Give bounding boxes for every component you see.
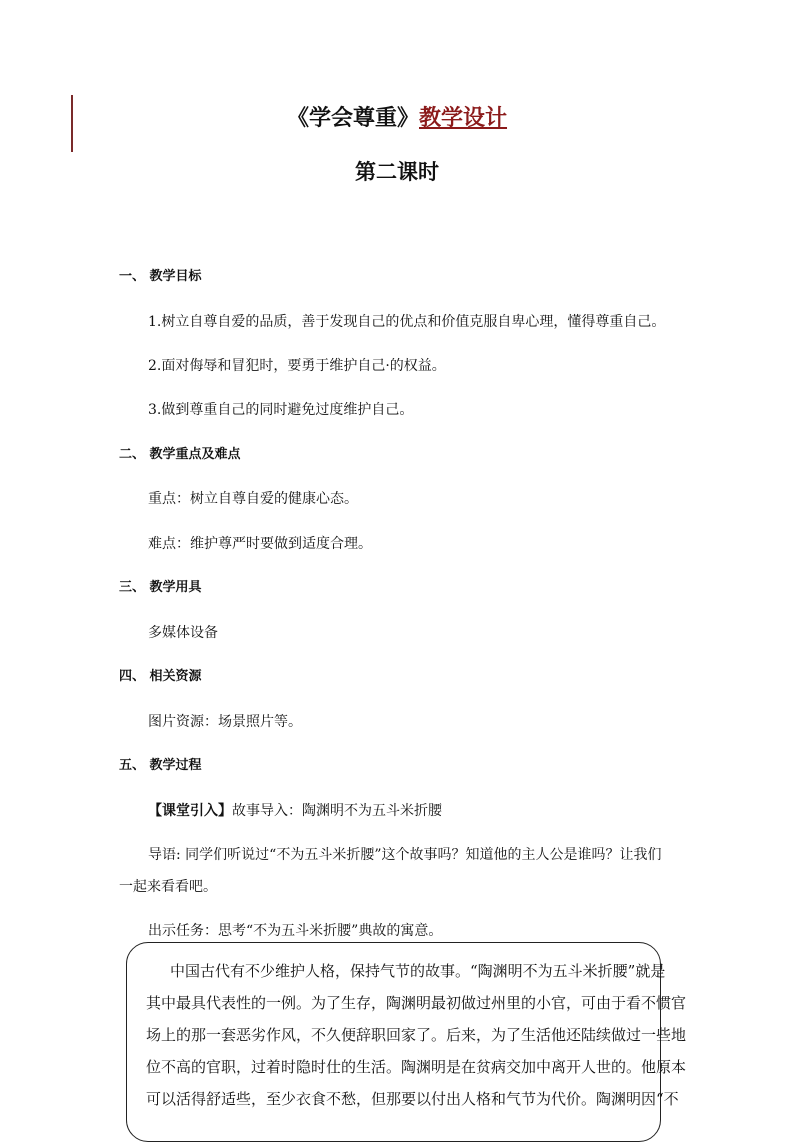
guide-line: 导语: 同学们听说过“不为五斗米折腰”这个故事吗？知道他的主人公是谁吗？让我们 [148,847,662,863]
intro-label: 【课堂引入】 [148,803,232,819]
title-highlight: 教学设计 [419,105,508,131]
intro-text: 故事导入：陶渊明不为五斗米折腰 [232,803,442,819]
story-line: 场上的那一套恶劣作风，不久便辞职回家了。后来，为了生活他还陆续做过一些地 [146,1026,687,1044]
tools-item: 多媒体设备 [148,625,218,641]
section-heading-resources: 四、 相关资源 [119,669,202,684]
title-main: 《学会尊重》 [286,105,419,131]
keypoint-item: 难点：维护尊严时要做到适度合理。 [148,536,372,552]
document-title [0,101,794,132]
story-line: 其中最具代表性的一例。为了生存，陶渊明最初做过州里的小官，可由于看不惯官 [146,994,687,1012]
objective-item: 2.面对侮辱和冒犯时，要勇于维护自己·的权益。 [148,358,446,374]
section-heading-process: 五、 教学过程 [119,758,202,773]
task-line: 出示任务：思考“不为五斗米折腰”典故的寓意。 [148,923,443,939]
section-heading-tools: 三、 教学用具 [119,580,202,595]
guide-line-cont: 一起来看看吧。 [119,879,217,895]
intro-line [148,804,442,818]
objective-item: 1.树立自尊自爱的品质，善于发现自己的优点和价值克服自卑心理，懂得尊重自己。 [148,314,666,330]
story-line: 中国古代有不少维护人格，保持气节的故事。“陶渊明不为五斗米折腰”就是 [170,962,666,980]
section-heading-keypoints: 二、 教学重点及难点 [119,447,241,462]
section-heading-objectives: 一、 教学目标 [119,269,202,284]
story-line: 位不高的官职，过着时隐时仕的生活。陶渊明是在贫病交加中离开人世的。他原本 [146,1058,687,1076]
resources-item: 图片资源：场景照片等。 [148,714,302,730]
objective-item: 3.做到尊重自己的同时避免过度维护自己。 [148,402,414,418]
document-subtitle: 第二课时 [355,159,439,184]
keypoint-item: 重点：树立自尊自爱的健康心态。 [148,491,358,507]
story-line: 可以活得舒适些，至少衣食不愁，但那要以付出人格和气节为代价。陶渊明因“不 [146,1090,679,1108]
